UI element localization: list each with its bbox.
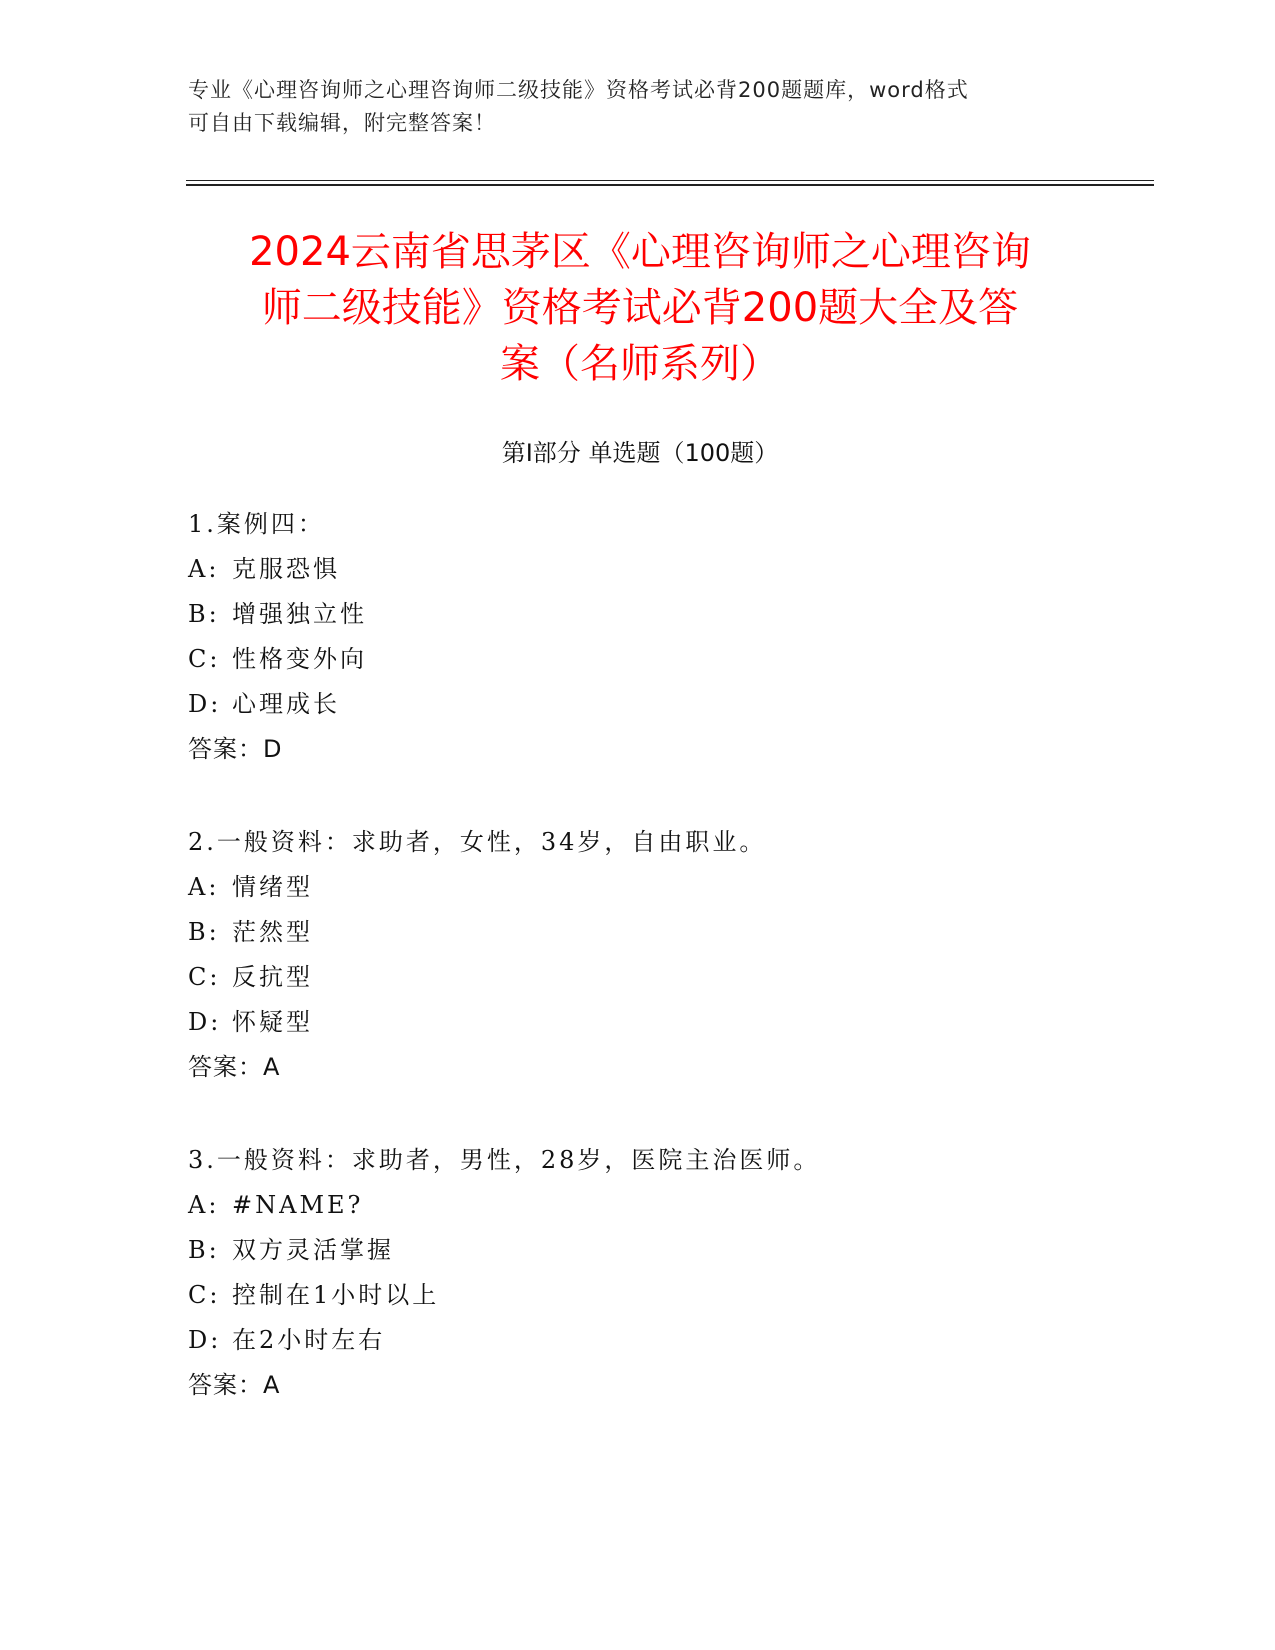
option-letter: C: xyxy=(188,1281,221,1309)
document-title-line-1: 2024云南省思茅区《心理咨询师之心理咨询 xyxy=(249,229,1031,275)
answer: 答案：A xyxy=(188,1371,281,1399)
option-c xyxy=(188,637,1088,682)
option-text: 在2小时左右 xyxy=(232,1326,386,1354)
option-text: 性格变外向 xyxy=(232,645,367,673)
option-text: 反抗型 xyxy=(232,963,313,991)
option-a xyxy=(188,1183,1088,1228)
option-d xyxy=(188,1000,1088,1045)
option-c xyxy=(188,1273,1088,1318)
option-text: 心理成长 xyxy=(232,690,340,718)
question-stem: 2.一般资料：求助者，女性，34岁，自由职业。 xyxy=(188,828,767,856)
option-c xyxy=(188,955,1088,1000)
option-letter: A: xyxy=(188,1191,220,1219)
answer: 答案：D xyxy=(188,735,283,763)
header-note xyxy=(188,74,1088,140)
option-text: 控制在1小时以上 xyxy=(232,1281,440,1309)
question-2 xyxy=(188,820,1088,1090)
document-title xyxy=(170,224,1110,392)
option-text: #NAME? xyxy=(232,1191,364,1219)
option-letter: B: xyxy=(188,600,220,628)
option-text: 克服恐惧 xyxy=(232,555,340,583)
option-text: 情绪型 xyxy=(232,873,313,901)
question-3 xyxy=(188,1138,1088,1408)
header-note-line-1: 专业《心理咨询师之心理咨询师二级技能》资格考试必背200题题库，word格式 xyxy=(188,78,969,102)
option-letter: A: xyxy=(188,873,220,901)
header-note-line-2: 可自由下载编辑，附完整答案！ xyxy=(188,111,496,135)
option-letter: B: xyxy=(188,918,220,946)
option-d xyxy=(188,682,1088,727)
option-b xyxy=(188,1228,1088,1273)
question-stem: 3.一般资料：求助者，男性，28岁，医院主治医师。 xyxy=(188,1146,821,1174)
question-1 xyxy=(188,502,1088,772)
option-letter: C: xyxy=(188,963,221,991)
option-letter: D: xyxy=(188,1326,222,1354)
option-letter: C: xyxy=(188,645,221,673)
option-text: 怀疑型 xyxy=(232,1008,313,1036)
option-b xyxy=(188,910,1088,955)
option-letter: D: xyxy=(188,690,222,718)
option-a xyxy=(188,865,1088,910)
option-letter: A: xyxy=(188,555,220,583)
document-title-line-3: 案（名师系列） xyxy=(500,341,780,387)
option-text: 增强独立性 xyxy=(232,600,367,628)
option-d xyxy=(188,1318,1088,1363)
section-title: 第Ⅰ部分 单选题（100题） xyxy=(501,439,779,467)
option-letter: D: xyxy=(188,1008,222,1036)
option-text: 茫然型 xyxy=(232,918,313,946)
answer: 答案：A xyxy=(188,1053,281,1081)
option-a xyxy=(188,547,1088,592)
option-letter: B: xyxy=(188,1236,220,1264)
question-stem: 1.案例四： xyxy=(188,510,325,538)
option-text: 双方灵活掌握 xyxy=(232,1236,394,1264)
option-b xyxy=(188,592,1088,637)
header-divider-thick xyxy=(186,184,1154,186)
header-divider-thin xyxy=(186,180,1154,181)
document-title-line-2: 师二级技能》资格考试必背200题大全及答 xyxy=(261,285,1019,331)
